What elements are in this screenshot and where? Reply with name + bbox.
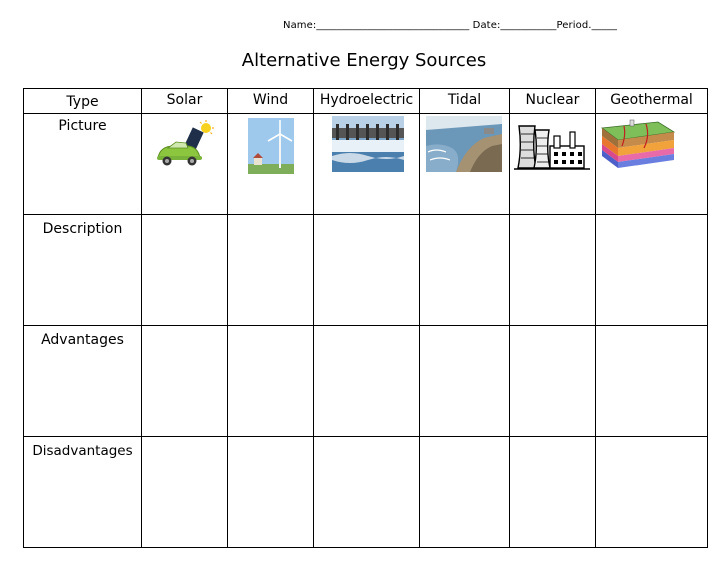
description-cell-tidal[interactable] [420, 215, 510, 326]
disadvantages-cell-nuclear[interactable] [510, 437, 596, 548]
picture-cell-geothermal[interactable] [596, 114, 708, 215]
description-cell-nuclear[interactable] [510, 215, 596, 326]
description-cell-geothermal[interactable] [596, 215, 708, 326]
description-cell-hydroelectric[interactable] [314, 215, 420, 326]
column-header-tidal: Tidal [420, 89, 510, 114]
row-label-picture: Picture [24, 114, 142, 215]
picture-cell-wind[interactable] [228, 114, 314, 215]
column-header-wind: Wind [228, 89, 314, 114]
header-row [24, 89, 708, 114]
advantages-cell-hydroelectric[interactable] [314, 326, 420, 437]
picture-cell-nuclear[interactable] [510, 114, 596, 215]
advantages-cell-nuclear[interactable] [510, 326, 596, 437]
row-label-disadvantages: Disadvantages [24, 437, 142, 548]
description-cell-solar[interactable] [142, 215, 228, 326]
row-label-advantages: Advantages [24, 326, 142, 437]
advantages-cell-geothermal[interactable] [596, 326, 708, 437]
description-row [24, 215, 708, 326]
disadvantages-cell-tidal[interactable] [420, 437, 510, 548]
description-cell-wind[interactable] [228, 215, 314, 326]
picture-row [24, 114, 708, 215]
disadvantages-cell-wind[interactable] [228, 437, 314, 548]
dam-icon [332, 116, 404, 172]
column-header-geothermal: Geothermal [596, 89, 708, 114]
disadvantages-row [24, 437, 708, 548]
column-header-hydroelectric: Hydroelectric [314, 89, 420, 114]
column-header-solar: Solar [142, 89, 228, 114]
solar-car-icon [154, 120, 216, 170]
energy-sources-table [23, 88, 708, 548]
name-date-period-line[interactable]: Name:______________________________ Date:___________Period._____ [283, 20, 618, 31]
advantages-cell-tidal[interactable] [420, 326, 510, 437]
tidal-coast-icon [426, 116, 502, 172]
geothermal-layers-icon [600, 118, 676, 172]
disadvantages-cell-solar[interactable] [142, 437, 228, 548]
disadvantages-cell-geothermal[interactable] [596, 437, 708, 548]
picture-cell-solar[interactable] [142, 114, 228, 215]
nuclear-plant-icon [512, 118, 592, 172]
advantages-row [24, 326, 708, 437]
column-header-nuclear: Nuclear [510, 89, 596, 114]
advantages-cell-wind[interactable] [228, 326, 314, 437]
advantages-cell-solar[interactable] [142, 326, 228, 437]
wind-turbine-icon [248, 118, 294, 174]
picture-cell-hydroelectric[interactable] [314, 114, 420, 215]
row-label-description: Description [24, 215, 142, 326]
picture-cell-tidal[interactable] [420, 114, 510, 215]
type-header: Type [24, 89, 142, 114]
page-title: Alternative Energy Sources [241, 50, 487, 71]
disadvantages-cell-hydroelectric[interactable] [314, 437, 420, 548]
